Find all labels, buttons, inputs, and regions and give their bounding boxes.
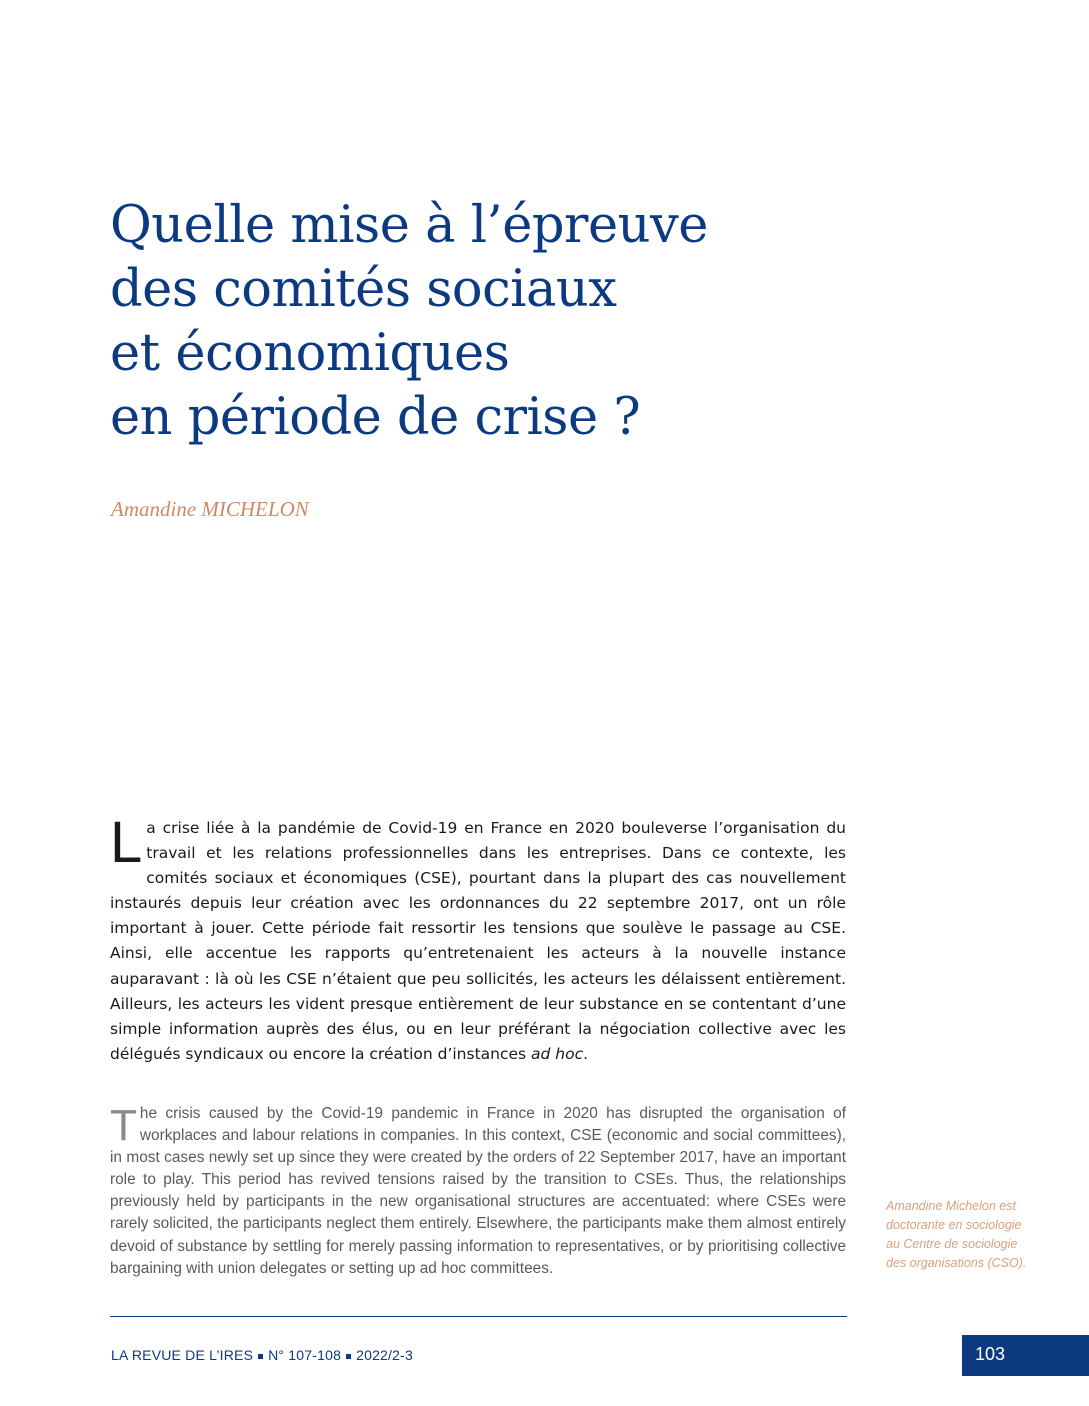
journal-issue: N° 107-108 xyxy=(268,1347,342,1363)
drop-cap: T xyxy=(110,1101,137,1150)
author-note-line: doctorante en sociologie xyxy=(886,1218,1022,1232)
abstract-french-end: . xyxy=(583,1044,589,1063)
footer-divider xyxy=(110,1316,847,1317)
page-number-box xyxy=(962,1335,1089,1376)
drop-cap: L xyxy=(110,810,143,875)
square-bullet-icon xyxy=(258,1354,263,1359)
author-note-line: des organisations (CSO). xyxy=(886,1256,1027,1270)
abstract-english-text: he crisis caused by the Covid-19 pandemic in France in 2020 has disrupted the organisation of workplaces and labour relations in companies. In this context, CSE (economic and social committees), in most cases newly set up since they were created by the orders of 22 September 2017, have an important role to play. This period has revived tensions raised by the transition to CSEs. Thus, the relationships previously held by participants in the new organisational structures are accentuated: where CSEs were rarely solicited, the participants neglect them entirely. Elsewhere, the participants make them almost entirely devoid of substance by settling for merely passing information to representatives, or by prioritising collective bargaining with union delegates or setting up ad hoc committees. xyxy=(110,1105,846,1277)
journal-year: 2022/2-3 xyxy=(356,1347,413,1363)
page-number: 103 xyxy=(975,1344,1006,1364)
article-title xyxy=(110,194,850,450)
author-note-line: au Centre de sociologie xyxy=(886,1237,1018,1251)
abstract-french xyxy=(110,810,846,1067)
square-bullet-icon xyxy=(346,1354,351,1359)
title-line: et économiques xyxy=(110,324,510,383)
title-line: des comités sociaux xyxy=(110,260,617,319)
abstract-english xyxy=(110,1103,846,1280)
author-note-line: Amandine Michelon est xyxy=(886,1199,1016,1213)
author-bio-note xyxy=(886,1197,1056,1273)
title-line: en période de crise ? xyxy=(110,388,641,447)
title-line: Quelle mise à l’épreuve xyxy=(110,196,708,255)
journal-reference xyxy=(111,1347,413,1363)
abstract-french-text: a crise liée à la pandémie de Covid-19 en France en 2020 bouleverse l’organisation du travail et les relations professionnelles dans les entreprises. Dans ce contexte, les comités sociaux et économiques (CSE), pourtant dans la plupart des cas nouvellement instaurés depuis leur création avec les ordonnances du 22 septembre 2017, ont un rôle important à jouer. Cette période fait ressortir les tensions que soulève le passage au CSE. Ainsi, elle accentue les rapports qu’entretenaient les acteurs à la nouvelle instance auparavant : là où les CSE n’étaient que peu sollicités, les acteurs les délaissent entièrement. Ailleurs, les acteurs les vident presque entièrement de leur substance en se contentant d’une simple information auprès des élus, ou en leur préférant la négociation collective avec les délégués syndicaux ou encore la création d’instances xyxy=(110,819,846,1063)
article-author: Amandine MICHELON xyxy=(111,497,309,521)
abstract-french-italic: ad hoc xyxy=(531,1044,584,1063)
journal-name: LA REVUE DE L’IRES xyxy=(111,1347,254,1363)
